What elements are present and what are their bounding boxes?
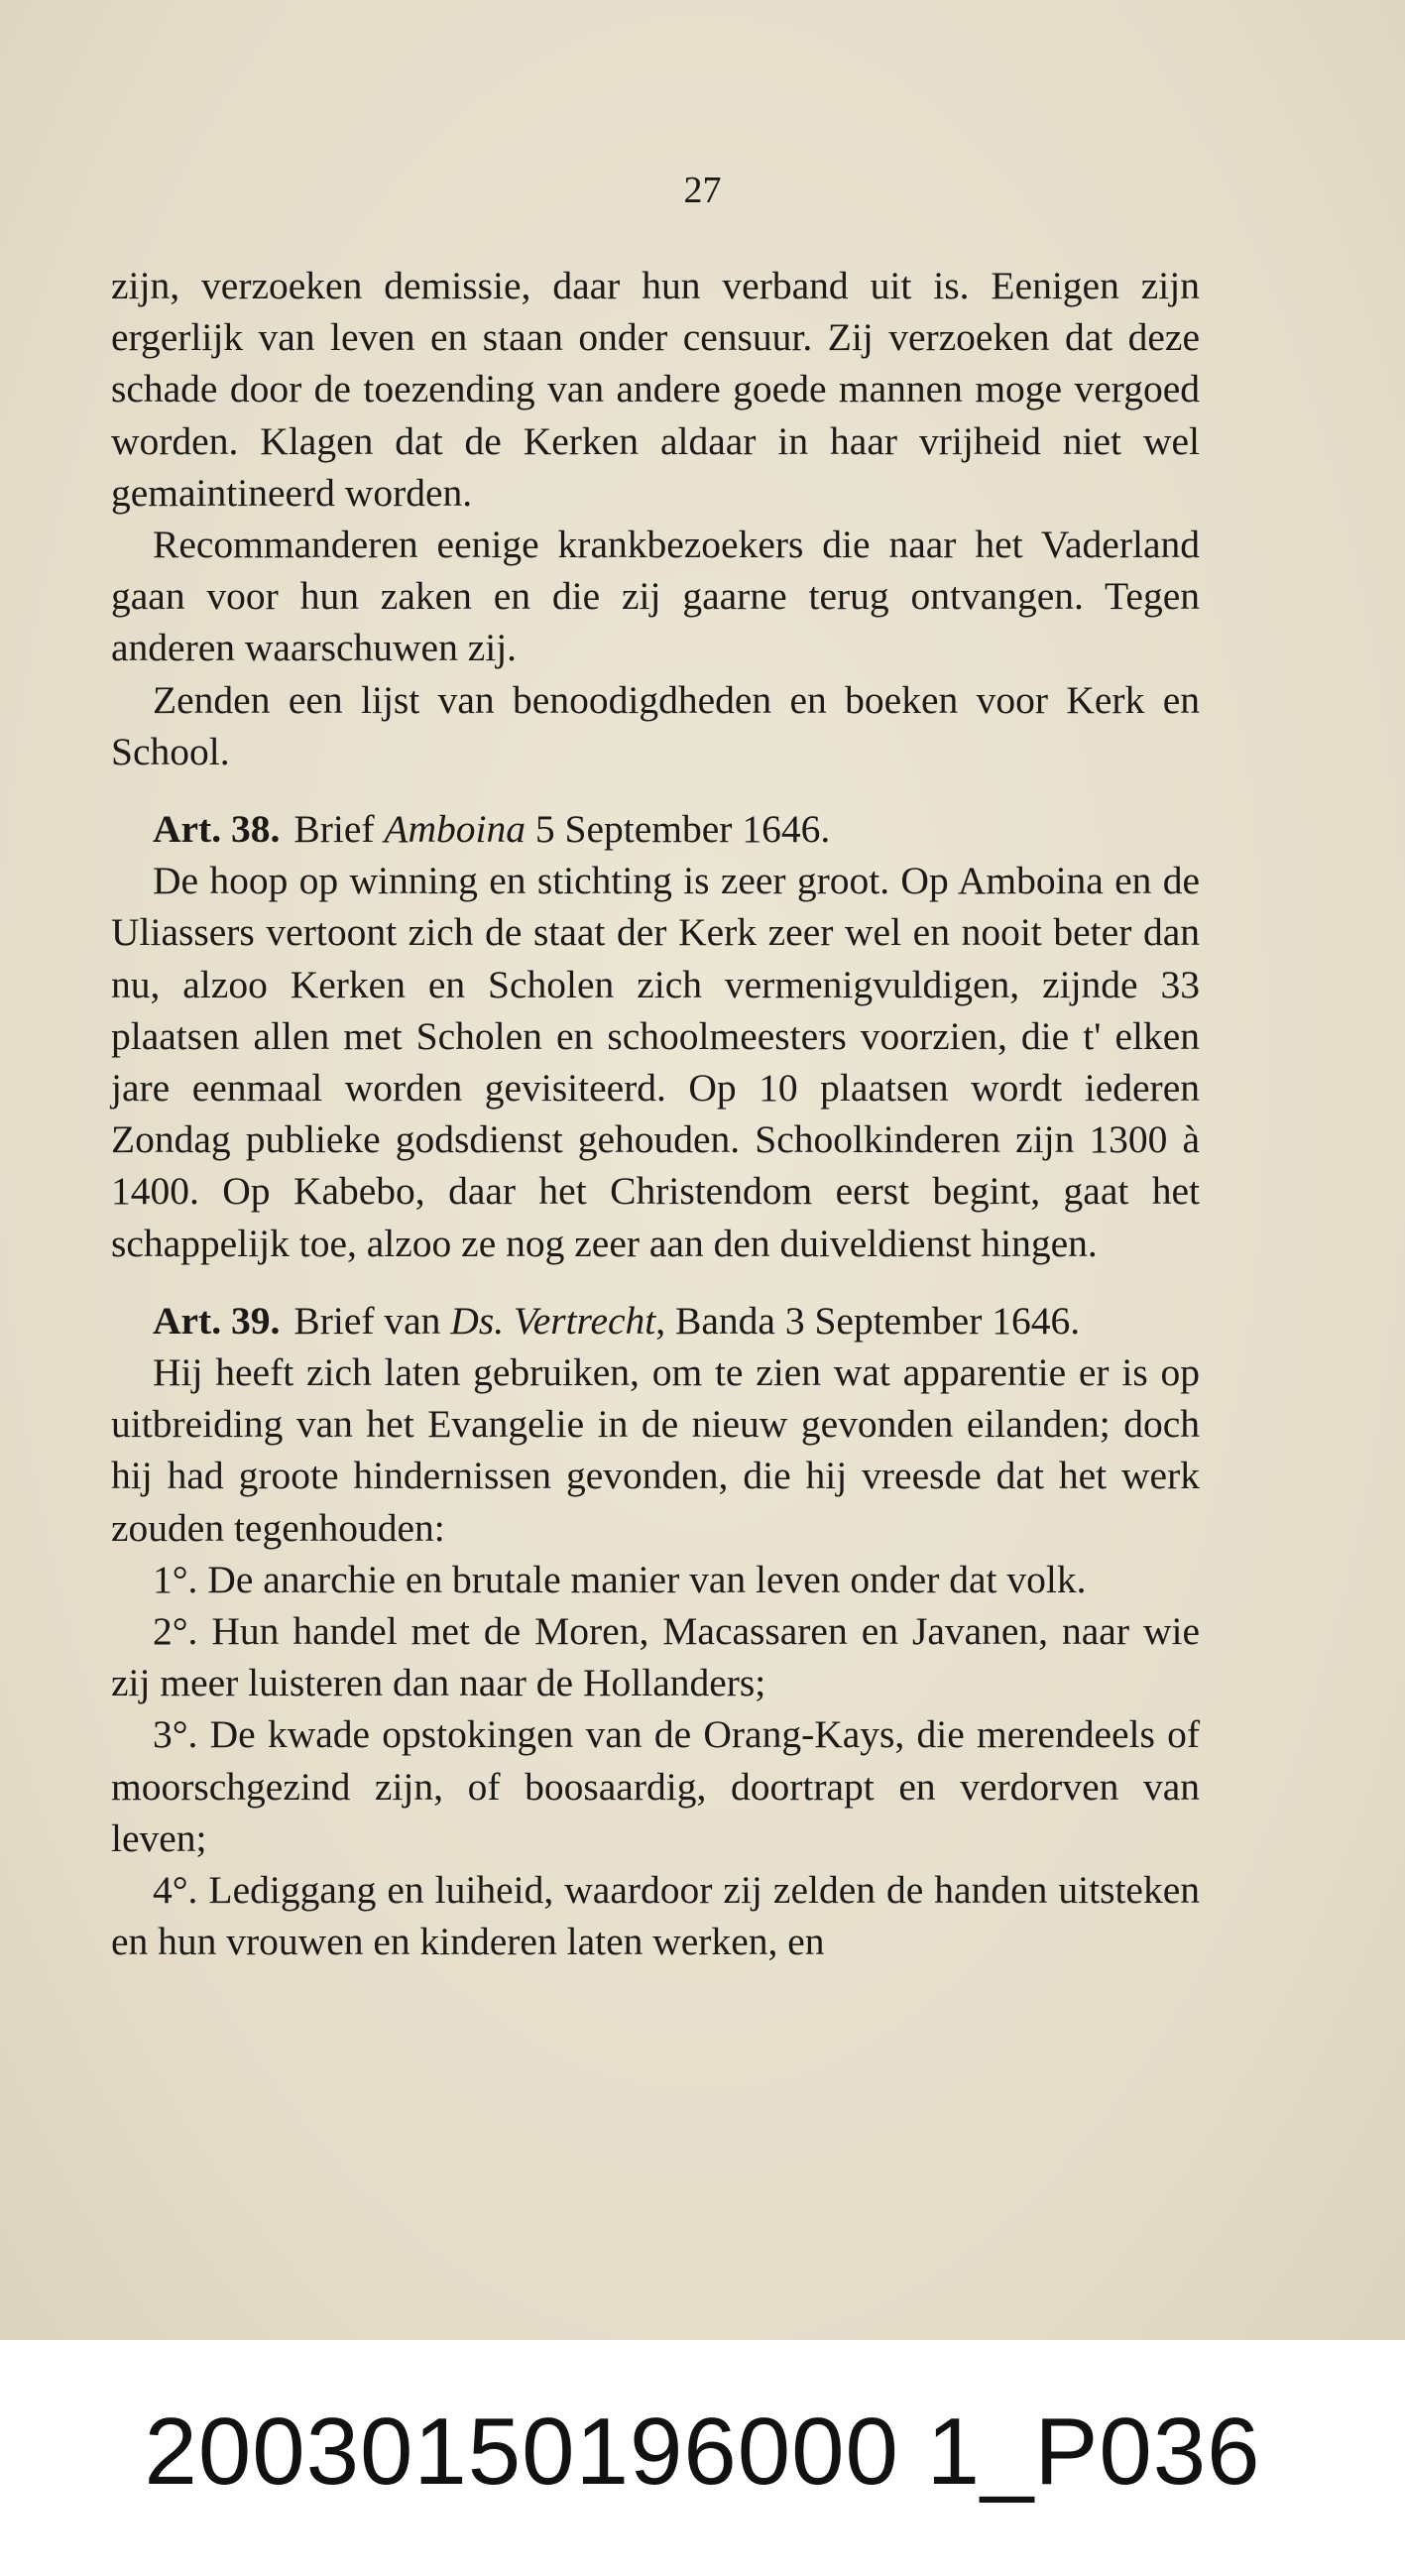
article-38-place: Amboina: [384, 807, 527, 852]
article-39-item-3: 3°. De kwade opstokingen van de Orang-Kays, die merendeels of moorschgezind zijn, of boosaardig, doortrapt en verdorven van leven;: [111, 1712, 1200, 1860]
scan-footer: [0, 2340, 1405, 2576]
paragraph-3: Zenden een lijst van benoodigdheden en boeken voor Kerk en School.: [111, 677, 1200, 773]
article-39-item-2: 2°. Hun handel met de Moren, Macassaren en Javanen, naar wie zij meer luisteren dan naar de Hollanders;: [111, 1609, 1200, 1705]
article-39-heading: [111, 1295, 1200, 1347]
article-38-number: Art. 38.: [153, 807, 281, 852]
article-39-date: , Banda 3 September 1646.: [655, 1298, 1081, 1343]
article-39-number: Art. 39.: [153, 1298, 281, 1343]
article-39-body: Hij heeft zich laten gebruiken, om te zien wat apparentie er is op uitbreiding van het Evangelie in de nieuw gevonden eilanden; doch hij had groote hindernissen gevonden, die hij vreesde dat het werk zouden tegenhouden:: [111, 1350, 1200, 1550]
article-38-pre: Brief: [293, 807, 385, 852]
page-text: [111, 260, 1200, 1968]
paragraph-2: Recommanderen eenige krankbezoekers die naar het Vaderland gaan voor hun zaken en die zij gaarne terug ontvangen. Tegen anderen waarschuwen zij.: [111, 523, 1200, 670]
article-39-pre: Brief van: [293, 1298, 451, 1343]
article-38-body: De hoop op winning en stichting is zeer groot. Op Amboina en de Uliassers vertoont zich de staat der Kerk zeer wel en nooit beter dan nu, alzoo Kerken en Scholen zich vermenigvuldigen, zijnde 33 plaatsen allen met Scholen en schoolmeesters voorzien, die t' elken jare eenmaal worden gevisiteerd. Op 10 plaatsen wordt iederen Zondag publieke godsdienst gehouden. Schoolkinderen zijn 1300 à 1400. Op Kabebo, daar het Christendom eerst begint, gaat het schappelijk toe, alzoo ze nog zeer aan den duiveldienst hingen.: [111, 859, 1200, 1265]
paragraph-1: zijn, verzoeken demissie, daar hun verband uit is. Eenigen zijn ergerlijk van leven en staan onder censuur. Zij verzoeken dat deze schade door de toezending van andere goede mannen moge vergoed worden. Klagen dat de Kerken aldaar in haar vrijheid niet wel gemaintineerd worden.: [111, 264, 1200, 515]
article-38-heading: [111, 803, 1200, 855]
article-39-item-1: 1°. De anarchie en brutale manier van leven onder dat volk.: [153, 1557, 1087, 1601]
article-39-item-4: 4°. Lediggang en luiheid, waardoor zij zelden de handen uitsteken en hun vrouwen en kinderen laten werken, en: [111, 1868, 1200, 1964]
article-38-date: 5 September 1646.: [526, 807, 831, 852]
article-39-person: Ds. Vertrecht: [450, 1298, 656, 1343]
scan-identifier: 20030150196000 1_P036: [144, 2399, 1261, 2505]
page-number: 27: [683, 170, 722, 211]
